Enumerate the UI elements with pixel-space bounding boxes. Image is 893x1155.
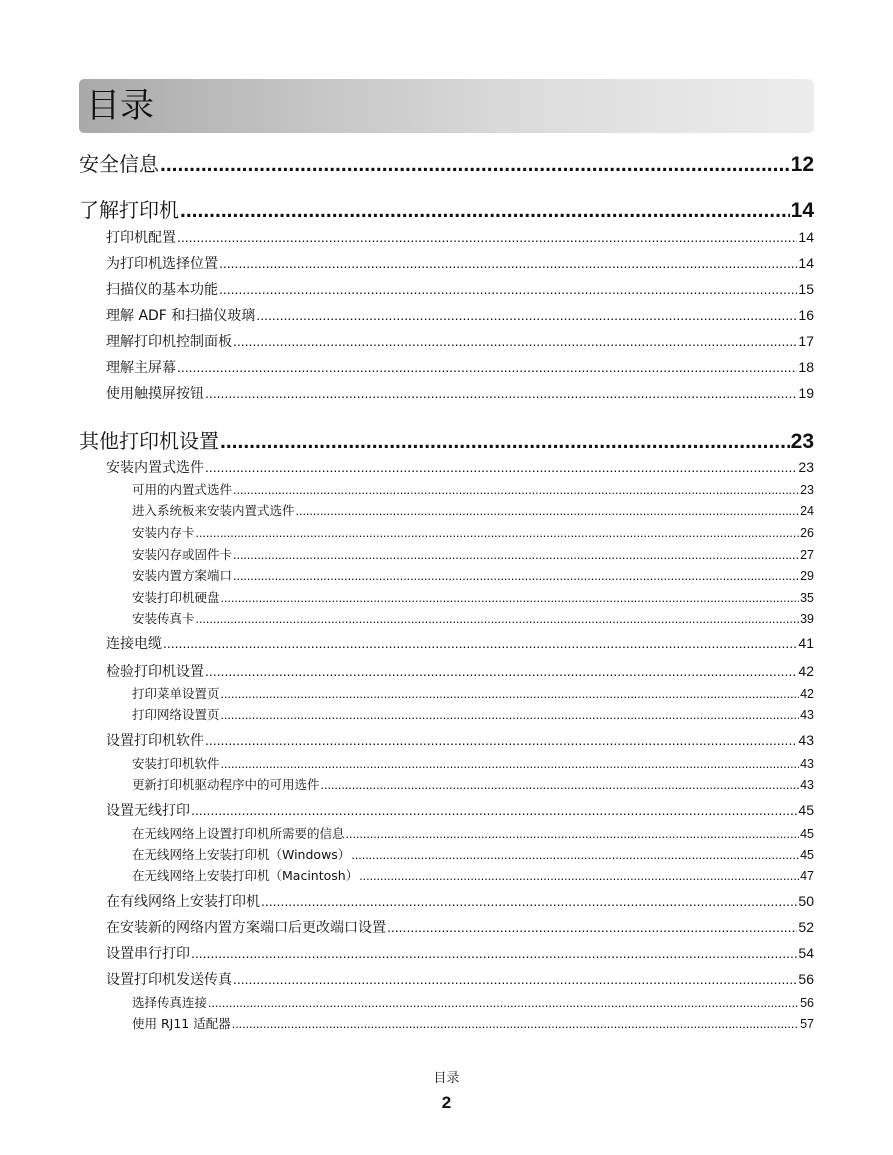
toc-entry[interactable] bbox=[106, 943, 814, 963]
toc-entry[interactable] bbox=[106, 891, 814, 911]
toc-entry-title: 在无线网络上安装打印机（Macintosh） bbox=[132, 868, 359, 883]
toc-dot-leader bbox=[221, 708, 800, 722]
toc-entry-title: 理解 ADF 和扫描仪玻璃 bbox=[106, 308, 256, 324]
toc-dot-leader bbox=[233, 548, 799, 562]
toc-entry-title: 安装传真卡 bbox=[132, 611, 195, 626]
toc-entry-page: 35 bbox=[800, 591, 814, 605]
toc-dot-leader bbox=[233, 333, 797, 349]
toc-entry-page: 47 bbox=[800, 869, 814, 883]
toc-entry[interactable] bbox=[106, 383, 814, 403]
toc-entry-title: 安全信息 bbox=[79, 152, 159, 176]
toc-dot-leader bbox=[208, 996, 799, 1010]
toc-entry-page: 52 bbox=[798, 919, 814, 935]
toc-entry-page: 56 bbox=[800, 996, 814, 1010]
toc-entry-page: 24 bbox=[800, 504, 814, 518]
toc-entry-page: 50 bbox=[798, 893, 814, 909]
page-title: 目录 bbox=[86, 86, 154, 126]
toc-entry-title: 使用触摸屏按钮 bbox=[106, 386, 204, 402]
toc-entry-title: 更新打印机驱动程序中的可用选件 bbox=[132, 777, 320, 792]
toc-entry[interactable] bbox=[132, 545, 814, 563]
toc-dot-leader bbox=[205, 459, 797, 475]
toc-entry[interactable] bbox=[132, 1014, 814, 1032]
toc-entry-title: 打印菜单设置页 bbox=[132, 686, 220, 701]
toc-entry-page: 45 bbox=[798, 802, 814, 818]
toc-entry-title: 了解打印机 bbox=[79, 198, 179, 222]
toc-entry-page: 19 bbox=[798, 385, 814, 401]
toc-entry-title: 安装内存卡 bbox=[132, 525, 195, 540]
toc-dot-leader bbox=[160, 153, 790, 177]
toc-entry-page: 42 bbox=[798, 663, 814, 679]
toc-entry[interactable] bbox=[132, 566, 814, 584]
toc-entry-title: 连接电缆 bbox=[106, 636, 162, 652]
toc-entry-title: 检验打印机设置 bbox=[106, 664, 204, 680]
toc-dot-leader bbox=[221, 687, 800, 701]
toc-dot-leader bbox=[177, 359, 797, 375]
toc-entry[interactable] bbox=[132, 993, 814, 1011]
toc-entry-title: 安装闪存或固件卡 bbox=[132, 547, 233, 562]
toc-dot-leader bbox=[296, 504, 800, 518]
toc-entry[interactable] bbox=[79, 425, 814, 454]
toc-entry-title: 在安装新的网络内置方案端口后更改端口设置 bbox=[106, 920, 386, 936]
toc-entry[interactable] bbox=[106, 357, 814, 377]
toc-entry-page: 29 bbox=[800, 569, 814, 583]
toc-entry-page: 56 bbox=[798, 971, 814, 987]
toc-dot-leader bbox=[233, 971, 797, 987]
toc-entry-page: 14 bbox=[798, 255, 814, 271]
toc-entry[interactable] bbox=[132, 775, 814, 793]
toc-entry-page: 14 bbox=[798, 229, 814, 245]
toc-entry[interactable] bbox=[132, 684, 814, 702]
toc-dot-leader bbox=[256, 307, 797, 323]
toc-entry-page: 14 bbox=[790, 199, 814, 222]
toc-dot-leader bbox=[191, 802, 797, 818]
toc-entry-title: 设置串行打印 bbox=[106, 946, 190, 962]
toc-entry-page: 43 bbox=[800, 778, 814, 792]
toc-entry[interactable] bbox=[106, 253, 814, 273]
toc-dot-leader bbox=[205, 385, 797, 401]
toc-entry-page: 18 bbox=[798, 359, 814, 375]
toc-entry-page: 45 bbox=[800, 848, 814, 862]
toc-entry[interactable] bbox=[106, 305, 814, 325]
toc-entry-title: 安装内置方案端口 bbox=[132, 568, 233, 583]
toc-dot-leader bbox=[351, 848, 799, 862]
toc-entry-page: 43 bbox=[800, 757, 814, 771]
toc-entry-page: 43 bbox=[798, 732, 814, 748]
toc-entry-page: 12 bbox=[790, 153, 814, 176]
toc-entry-page: 42 bbox=[800, 687, 814, 701]
footer-page-number: 2 bbox=[441, 1093, 452, 1112]
toc-entry[interactable] bbox=[79, 148, 814, 177]
toc-entry-title: 使用 RJ11 适配器 bbox=[132, 1016, 231, 1031]
toc-entry-title: 扫描仪的基本功能 bbox=[106, 282, 218, 298]
toc-entry-page: 16 bbox=[798, 307, 814, 323]
toc-entry[interactable] bbox=[132, 824, 814, 842]
toc-entry[interactable] bbox=[106, 969, 814, 989]
toc-dot-leader bbox=[219, 255, 797, 271]
toc-entry-page: 43 bbox=[800, 708, 814, 722]
toc-entry[interactable] bbox=[106, 279, 814, 299]
footer-label: 目录 bbox=[433, 1071, 460, 1086]
toc-entry[interactable] bbox=[106, 800, 814, 820]
toc-entry[interactable] bbox=[106, 633, 814, 653]
toc-entry[interactable] bbox=[106, 331, 814, 351]
toc-entry[interactable] bbox=[106, 917, 814, 937]
toc-entry-page: 15 bbox=[798, 281, 814, 297]
toc-entry-title: 理解打印机控制面板 bbox=[106, 334, 232, 350]
toc-dot-leader bbox=[261, 893, 797, 909]
toc-entry-page: 54 bbox=[798, 945, 814, 961]
toc-entry[interactable] bbox=[132, 609, 814, 627]
toc-dot-leader bbox=[196, 526, 800, 540]
toc-dot-leader bbox=[205, 663, 797, 679]
toc-entry[interactable] bbox=[132, 866, 814, 884]
toc-entry[interactable] bbox=[106, 457, 814, 477]
toc-entry-page: 23 bbox=[798, 459, 814, 475]
toc-entry[interactable] bbox=[132, 845, 814, 863]
toc-entry-title: 打印网络设置页 bbox=[132, 707, 220, 722]
toc-dot-leader bbox=[220, 430, 790, 454]
toc-dot-leader bbox=[233, 483, 799, 497]
toc-entry-title: 进入系统板来安装内置式选件 bbox=[132, 503, 295, 518]
toc-entry-title: 设置打印机发送传真 bbox=[106, 972, 232, 988]
toc-entry-title: 打印机配置 bbox=[106, 230, 176, 246]
toc-dot-leader bbox=[221, 757, 800, 771]
toc-entry-title: 安装打印机硬盘 bbox=[132, 590, 220, 605]
toc-entry-page: 57 bbox=[800, 1017, 814, 1031]
toc-entry-title: 理解主屏幕 bbox=[106, 360, 176, 376]
toc-entry-page: 23 bbox=[790, 430, 814, 453]
toc-entry-page: 23 bbox=[800, 483, 814, 497]
toc-entry-title: 安装打印机软件 bbox=[132, 756, 220, 771]
toc-dot-leader bbox=[219, 281, 797, 297]
toc-entry[interactable] bbox=[79, 194, 814, 223]
toc-dot-leader bbox=[180, 199, 790, 223]
toc-entry-title: 其他打印机设置 bbox=[79, 429, 219, 453]
toc-dot-leader bbox=[321, 778, 800, 792]
toc-dot-leader bbox=[177, 229, 797, 245]
toc-dot-leader bbox=[233, 569, 799, 583]
toc-entry-title: 可用的内置式选件 bbox=[132, 482, 233, 497]
toc-dot-leader bbox=[359, 869, 799, 883]
toc-dot-leader bbox=[387, 919, 797, 935]
toc-entry-page: 39 bbox=[800, 612, 814, 626]
toc-entry-page: 41 bbox=[798, 635, 814, 651]
toc-entry[interactable] bbox=[132, 754, 814, 772]
toc-dot-leader bbox=[196, 612, 800, 626]
toc-entry-title: 在无线网络上设置打印机所需要的信息 bbox=[132, 826, 345, 841]
toc-entry-title: 在有线网络上安装打印机 bbox=[106, 894, 260, 910]
toc-entry-page: 17 bbox=[798, 333, 814, 349]
toc-dot-leader bbox=[346, 827, 800, 841]
toc-entry[interactable] bbox=[132, 523, 814, 541]
toc-entry-title: 安装内置式选件 bbox=[106, 460, 204, 476]
toc-entry[interactable] bbox=[132, 588, 814, 606]
toc-entry[interactable] bbox=[106, 730, 814, 750]
toc-entry[interactable] bbox=[132, 480, 814, 498]
toc-entry[interactable] bbox=[106, 227, 814, 247]
toc-entry-title: 选择传真连接 bbox=[132, 995, 208, 1010]
toc-entry-page: 26 bbox=[800, 526, 814, 540]
toc-entry-page: 27 bbox=[800, 548, 814, 562]
toc-entry[interactable] bbox=[106, 661, 814, 681]
toc-dot-leader bbox=[205, 732, 797, 748]
toc-entry-title: 在无线网络上安装打印机（Windows） bbox=[132, 847, 351, 862]
toc-dot-leader bbox=[221, 591, 800, 605]
toc-entry-page: 45 bbox=[800, 827, 814, 841]
toc-entry-title: 为打印机选择位置 bbox=[106, 256, 218, 272]
toc-entry[interactable] bbox=[132, 705, 814, 723]
toc-entry-title: 设置无线打印 bbox=[106, 803, 190, 819]
toc-entry-title: 设置打印机软件 bbox=[106, 733, 204, 749]
toc-dot-leader bbox=[163, 635, 797, 651]
toc-dot-leader bbox=[191, 945, 797, 961]
toc-dot-leader bbox=[232, 1017, 799, 1031]
toc-entry[interactable] bbox=[132, 501, 814, 519]
